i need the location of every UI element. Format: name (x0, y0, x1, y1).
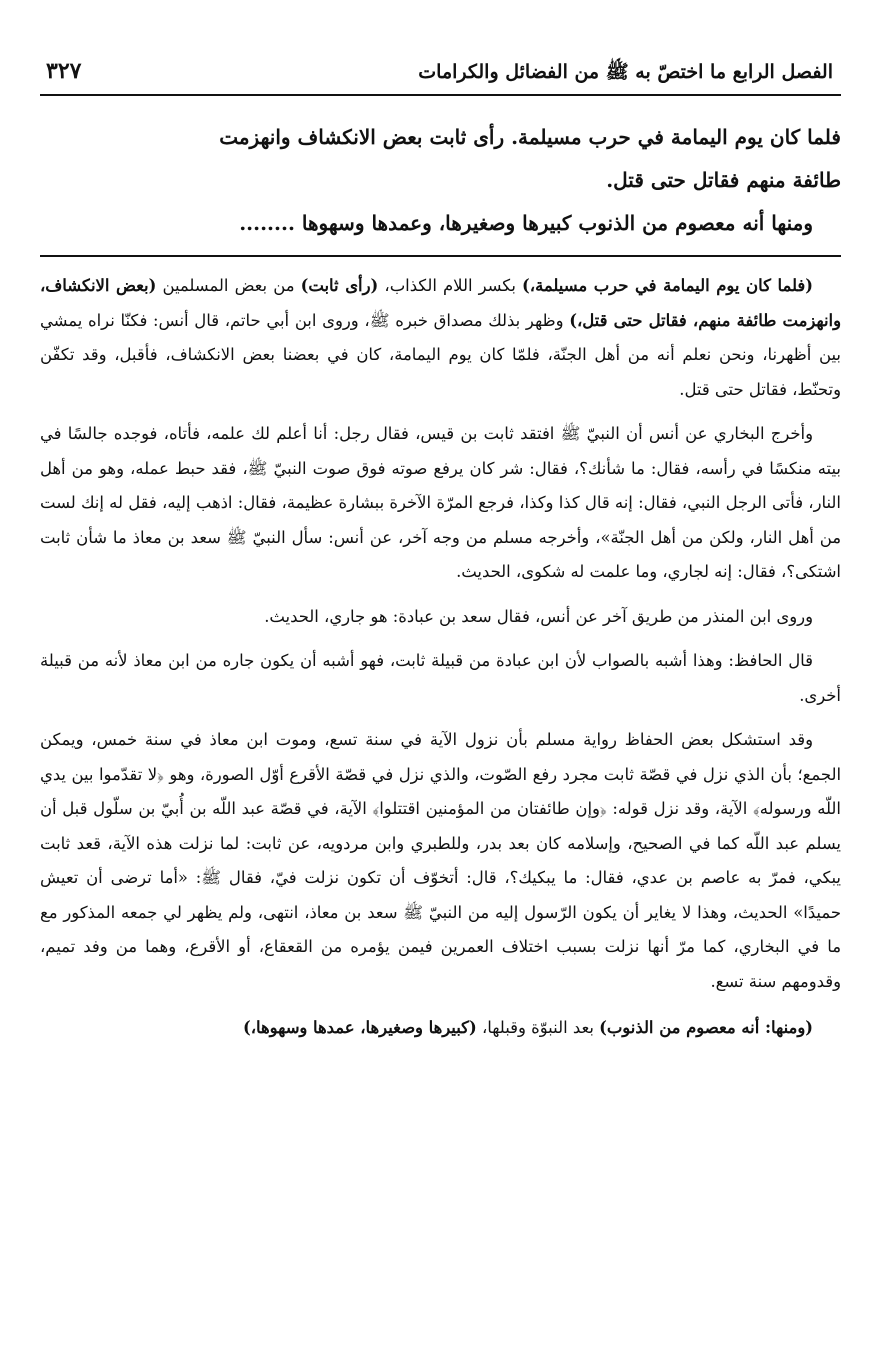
commentary-text (40, 269, 841, 1046)
quoted-matn: (كبيرها وصغيرها، عمدها وسهوها،) (242, 1018, 477, 1037)
commentary-span: وظهر بذلك مصداق خبره ﷺ، وروى ابن أبي حاتم، قال أنس: فكنّا نراه يمشي بين أظهرنا، ونحن نعلم أنه من أهل الجنّة، فلمّا كان يوم اليمامة، كان في بعضنا بعض الانكشاف، فأقبل، وقد تكفّن وتحنّط، فقاتل حتى قتل. (40, 310, 841, 399)
commentary-paragraph: قال الحافظ: وهذا أشبه بالصواب لأن ابن عبادة من قبيلة ثابت، فهو أشبه أن يكون جاره من ابن معاذ لأنه من قبيلة أخرى. (40, 651, 841, 705)
page-header (40, 54, 841, 96)
commentary-paragraph (40, 269, 841, 407)
matn-line: طائفة منهم فقاتل حتى قتل. (606, 168, 841, 192)
commentary-span: من بعض المسلمين (156, 276, 301, 295)
divider-rule (40, 255, 841, 257)
commentary-paragraph: وقد استشكل بعض الحفاظ رواية مسلم بأن نزول الآية في سنة تسع، وموت ابن معاذ في سنة خمس، ويمكن الجمع؛ بأن الذي نزل في قصّة ثابت مجرد رفع الصّوت، والذي نزل في قصّة الأقرع أوّل الصورة، وهو ﴿لا تقدّموا بين يدي اللّه ورسوله﴾ الآية، وقد نزل قوله: ﴿وإن طائفتان من المؤمنين اقتتلوا﴾ الآية، في قصّة عبد اللّه بن أُبيّ بن سلّول قبل أن يسلم عبد اللّه كما في الصحيح، وإسلامه كان بعد بدر، وللطبري وابن مردويه، عن ثابت: لما نزلت هذه الآية، قعد ثابت يبكي، فمرّ به عاصم بن عدي، فقال: ما يبكيك؟، قال: أتخوّف أن تكون نزلت فيّ، فقال ﷺ: «أما ترضى أن تعيش حميدًا» الحديث، وهذا لا يغاير أن يكون الرّسول إليه من النبيّ ﷺ سعد بن معاذ، انتهى، ولم يظهر لي جمعه المذكور مع ما في البخاري، كما مرّ أنها نزلت بسبب اختلاف العمرين فيمن يؤمره من القعقاع، أو الأقرع، وهما من وفد تميم، وقدومهم سنة تسع. (40, 730, 841, 991)
matn-line: ومنها أنه معصوم من الذنوب كبيرها وصغيرها، وعمدها وسهوها ........ (239, 211, 813, 235)
quoted-matn: (ومنها: أنه معصوم من الذنوب) (599, 1018, 813, 1037)
matn-text (40, 96, 841, 245)
quoted-matn: (فلما كان يوم اليمامة في حرب مسيلمة،) (522, 276, 814, 295)
commentary-paragraph: وأخرج البخاري عن أنس أن النبيّ ﷺ افتقد ثابت بن قيس، فقال رجل: أنا أعلم لك علمه، فأتاه، فوجده جالسًا في بيته منكسًا في رأسه، فقال: ما شأنك؟، فقال: شر كان يرفع صوته فوق صوت النبيّ ﷺ، فقد حبط عمله، وهو من أهل النار، فأتى الرجل النبي، فقال: إنه قال كذا وكذا، فرجع المرّة الآخرة ببشارة عظيمة، فقال: اذهب إليه، فقل له إنك لست من أهل النار، ولكن من أهل الجنّة»، وأخرجه مسلم من وجه آخر، عن أنس: سأل النبيّ ﷺ سعد بن معاذ ما شأن ثابت اشتكى؟، فقال: إنه لجاري، وما علمت له شكوى، الحديث. (40, 424, 841, 581)
quoted-matn: (رأى ثابت) (300, 276, 379, 295)
page-number: ٣٢٧ (46, 58, 82, 84)
quoted-matn: (بعض الانكشاف، وانهزمت طائفة منهم، فقاتل حتى قتل،) (40, 276, 841, 330)
commentary-span: بكسر اللام الكذاب، (378, 276, 523, 295)
commentary-paragraph: وروى ابن المنذر من طريق آخر عن أنس، فقال سعد بن عبادة: هو جاري، الحديث. (264, 606, 813, 626)
chapter-title: الفصل الرابع ما اختصّ به ﷺ من الفضائل والكرامات (418, 61, 833, 83)
commentary-span: بعد النبوّة وقبلها، (476, 1018, 600, 1037)
commentary-paragraph (40, 1011, 841, 1046)
matn-line: فلما كان يوم اليمامة في حرب مسيلمة. رأى ثابت بعض الانكشاف وانهزمت (219, 125, 841, 149)
